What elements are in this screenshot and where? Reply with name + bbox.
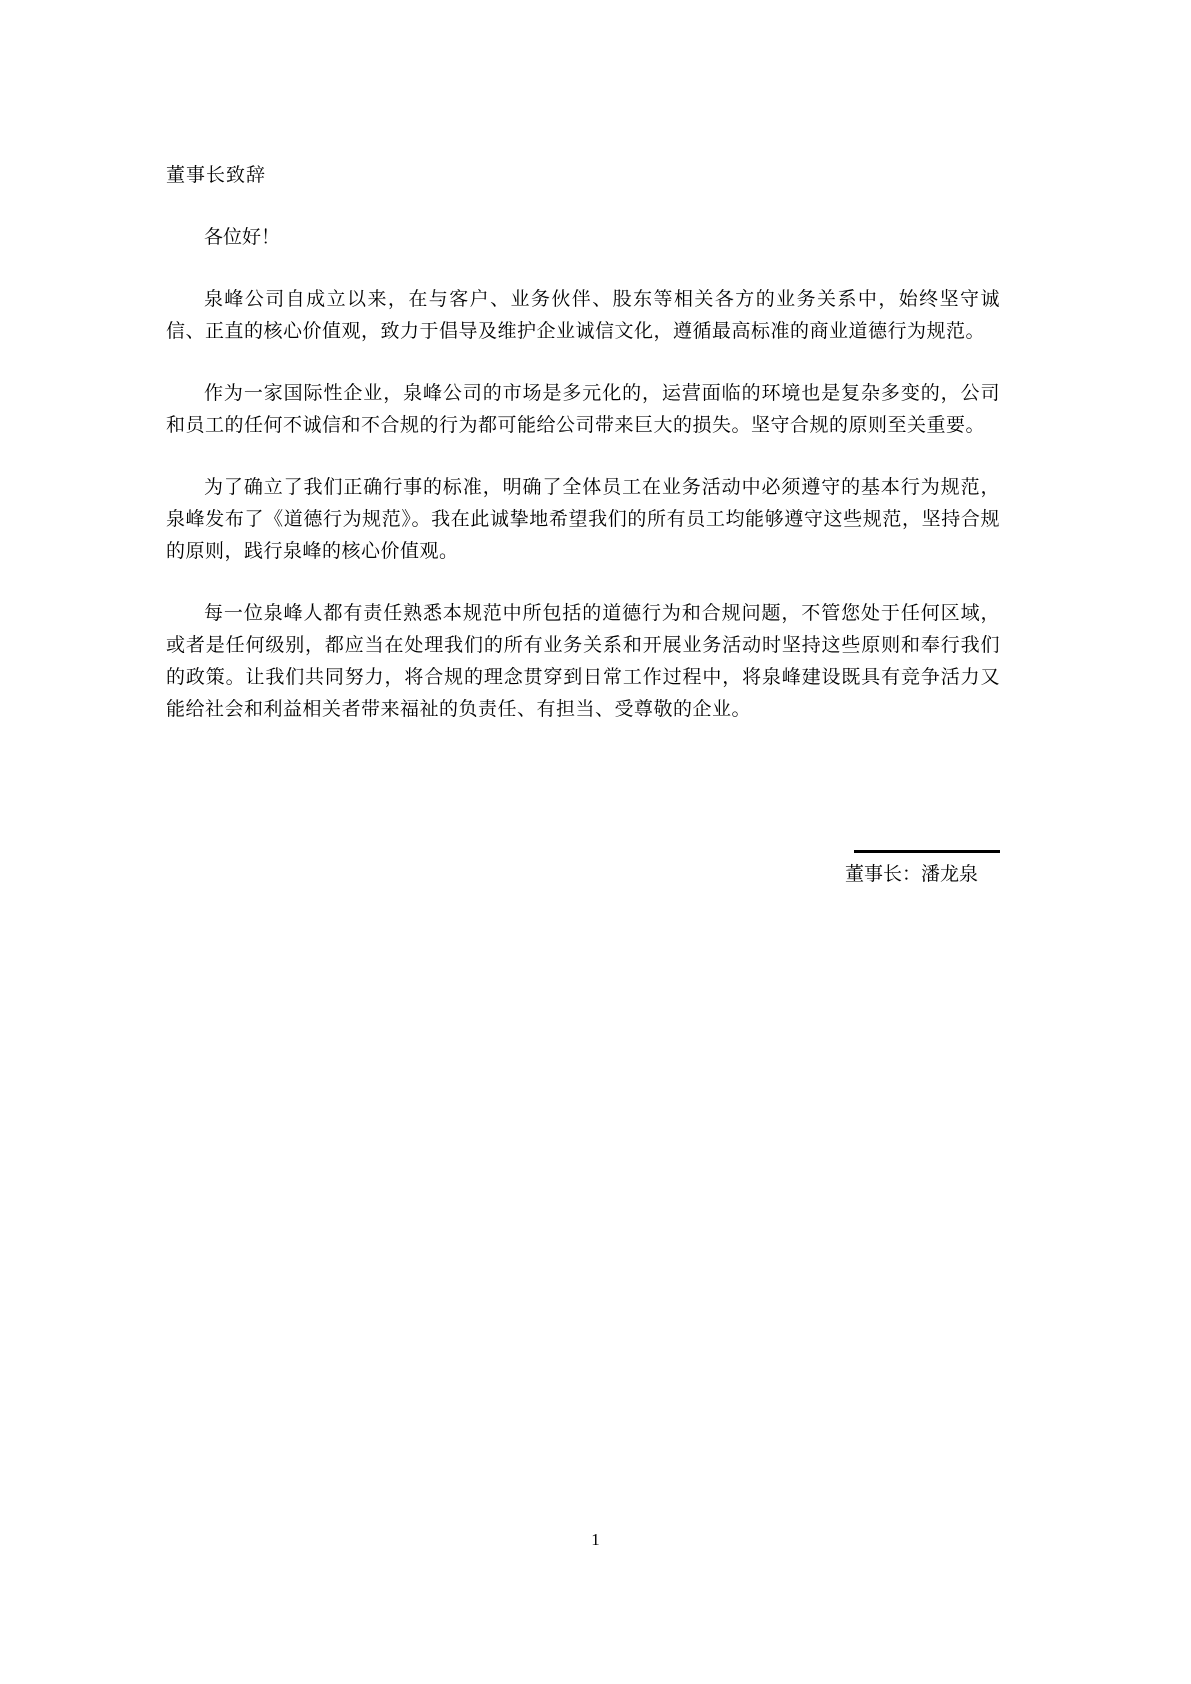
paragraph-2: 作为一家国际性企业，泉峰公司的市场是多元化的，运营面临的环境也是复杂多变的，公司和员工的任何不诚信和不合规的行为都可能给公司带来巨大的损失。坚守合规的原则至关重要。 [166,383,1000,436]
document-body [166,160,1000,890]
greeting-line: 各位好！ [204,227,281,248]
paragraph-1: 泉峰公司自成立以来，在与客户、业务伙伴、股东等相关各方的业务关系中，始终坚守诚信、正直的核心价值观，致力于倡导及维护企业诚信文化，遵循最高标准的商业道德行为规范。 [166,289,1000,342]
paragraph-3: 为了确立了我们正确行事的标准，明确了全体员工在业务活动中必须遵守的基本行为规范，泉峰发布了《道德行为规范》。我在此诚挚地希望我们的所有员工均能够遵守这些规范，坚持合规的原则，践行泉峰的核心价值观。 [166,477,1000,562]
signature-label: 董事长：潘龙泉 [844,864,978,885]
paragraph-4: 每一位泉峰人都有责任熟悉本规范中所包括的道德行为和合规问题，不管您处于任何区域，或者是任何级别，都应当在处理我们的所有业务关系和开展业务活动时坚持这些原则和奉行我们的政策。让我们共同努力，将合规的理念贯穿到日常工作过程中，将泉峰建设既具有竞争活力又能给社会和利益相关者带来福祉的负责任、有担当、受尊敬的企业。 [166,603,1000,720]
page-number: 1 [591,1530,600,1549]
signature-line [854,850,1000,853]
signature-block [166,840,1000,890]
document-title: 董事长致辞 [166,165,267,186]
